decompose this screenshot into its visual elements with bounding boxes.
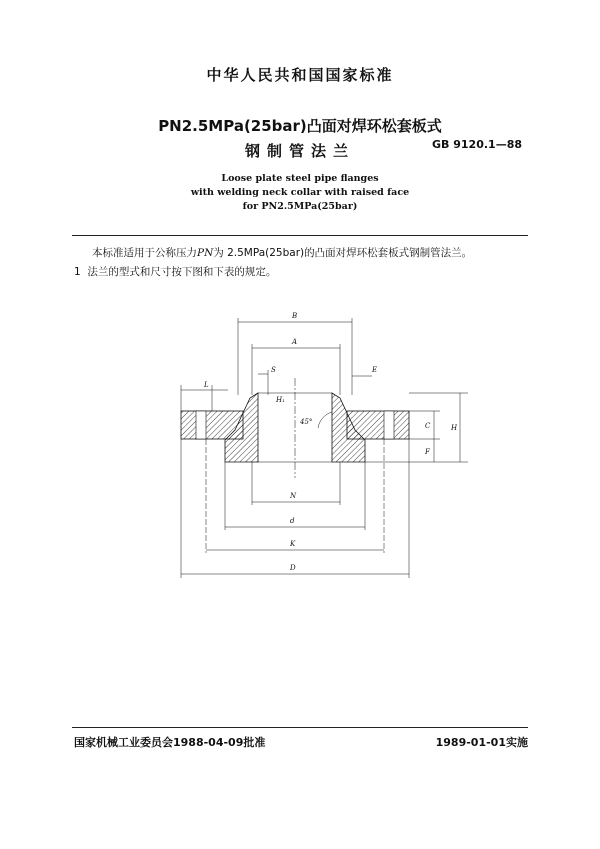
- label-N: N: [290, 492, 297, 500]
- bottom-divider: [72, 727, 528, 728]
- label-A: A: [292, 338, 298, 346]
- effective-date: 1989-01-01实施: [435, 736, 528, 749]
- flange-drawing: [170, 300, 470, 590]
- clause-number: 1: [74, 266, 81, 278]
- label-H1: H₁: [276, 396, 285, 404]
- english-title: [0, 172, 600, 214]
- label-D: D: [290, 564, 296, 572]
- label-C: C: [425, 422, 431, 430]
- label-K: K: [290, 540, 296, 548]
- scope-pn: PN: [197, 247, 214, 259]
- top-divider: [72, 235, 528, 236]
- clause-1: [74, 264, 276, 279]
- english-title-line-2: with welding neck collar with raised face: [190, 187, 410, 198]
- title-line-2: 钢制管法兰: [244, 142, 355, 160]
- approval-note: 国家机械工业委员会1988-04-09批准: [74, 736, 266, 749]
- label-d: d: [290, 517, 295, 525]
- label-L: L: [204, 381, 209, 389]
- scope-paragraph: [92, 245, 472, 260]
- clause-text: 法兰的型式和尺寸按下图和下表的规定。: [87, 266, 277, 278]
- scope-text-post: 为 2.5MPa(25bar)的凸面对焊环松套板式钢制管法兰。: [213, 247, 473, 259]
- english-title-line-1: Loose plate steel pipe flanges: [221, 173, 379, 184]
- title-line-1: PN2.5MPa(25bar)凸面对焊环松套板式: [158, 117, 442, 135]
- standard-title: 中华人民共和国国家标准: [206, 66, 394, 84]
- label-H: H: [451, 424, 458, 432]
- label-B: B: [292, 312, 298, 320]
- label-F: F: [425, 448, 430, 456]
- left-bolt-hole: [196, 411, 206, 439]
- label-S: S: [271, 366, 276, 374]
- standard-code: GB 9120.1—88: [432, 138, 522, 151]
- english-title-line-3: for PN2.5MPa(25bar): [242, 201, 358, 212]
- label-E: E: [372, 366, 378, 374]
- scope-text-pre: 本标准适用于公称压力: [92, 247, 197, 259]
- label-angle: 45°: [300, 418, 313, 426]
- right-bolt-hole: [384, 411, 394, 439]
